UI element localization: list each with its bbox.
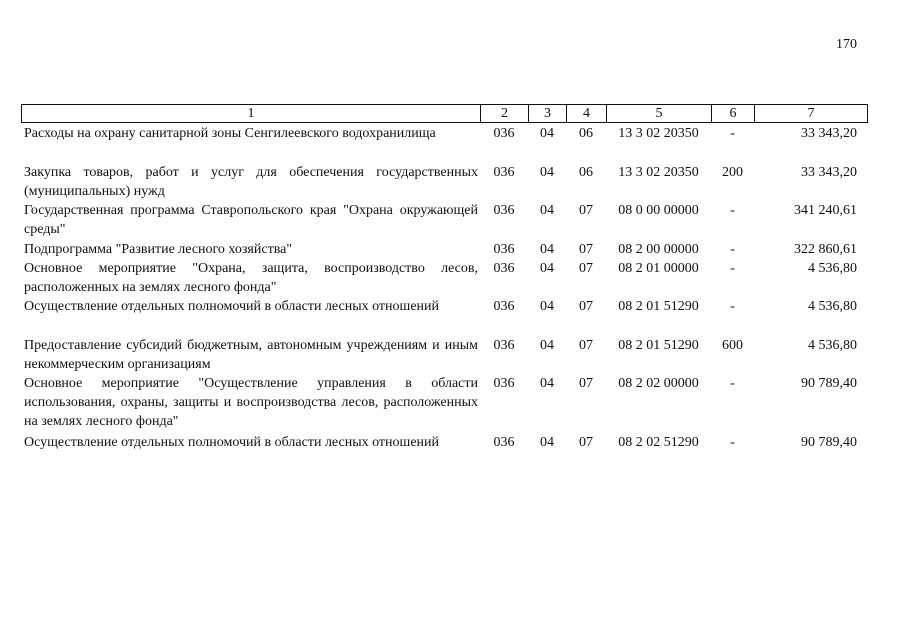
- row-rz: 04: [540, 242, 554, 257]
- row-pr: 07: [579, 261, 593, 276]
- row-rz: 04: [540, 165, 554, 180]
- row-sum: 322 860,61: [794, 242, 857, 257]
- row-pr: 07: [579, 435, 593, 450]
- header-col-3: 3: [529, 105, 567, 122]
- row-vr: -: [730, 299, 735, 314]
- header-col-6: 6: [712, 105, 755, 122]
- row-csr: 08 2 01 51290: [618, 338, 699, 353]
- row-gr: 036: [493, 435, 515, 450]
- row-sum: 90 789,40: [801, 376, 857, 391]
- row-gr: 036: [493, 165, 515, 180]
- row-name: Основное мероприятие "Осуществление управления в области использования, охраны, защиты и воспроизводства лесов, расположенных на землях лесного фонда": [24, 376, 478, 429]
- row-name: Основное мероприятие "Охрана, защита, воспроизводство лесов, расположенных на землях лесного фонда": [24, 261, 478, 295]
- row-sum: 4 536,80: [808, 338, 857, 353]
- row-pr: 07: [579, 338, 593, 353]
- row-csr: 08 2 02 51290: [618, 435, 699, 450]
- row-csr: 08 2 01 00000: [618, 261, 699, 276]
- row-vr: -: [730, 261, 735, 276]
- header-col-1: 1: [22, 105, 481, 122]
- row-sum: 4 536,80: [808, 261, 857, 276]
- row-sum: 341 240,61: [794, 203, 857, 218]
- row-gr: 036: [493, 338, 515, 353]
- row-sum: 90 789,40: [801, 435, 857, 450]
- row-name: Расходы на охрану санитарной зоны Сенгилеевского водохранилища: [24, 126, 436, 141]
- row-sum: 33 343,20: [801, 165, 857, 180]
- row-rz: 04: [540, 126, 554, 141]
- row-vr: -: [730, 203, 735, 218]
- row-gr: 036: [493, 376, 515, 391]
- row-rz: 04: [540, 261, 554, 276]
- row-csr: 13 3 02 20350: [618, 165, 699, 180]
- header-col-4: 4: [567, 105, 607, 122]
- row-name: Закупка товаров, работ и услуг для обеспечения государственных (муниципальных) нужд: [24, 165, 478, 199]
- row-rz: 04: [540, 338, 554, 353]
- row-vr: -: [730, 126, 735, 141]
- row-pr: 06: [579, 165, 593, 180]
- row-pr: 07: [579, 203, 593, 218]
- row-rz: 04: [540, 435, 554, 450]
- row-rz: 04: [540, 203, 554, 218]
- row-gr: 036: [493, 242, 515, 257]
- row-gr: 036: [493, 299, 515, 314]
- row-vr: -: [730, 435, 735, 450]
- row-vr: 200: [722, 165, 743, 180]
- row-pr: 07: [579, 242, 593, 257]
- row-gr: 036: [493, 203, 515, 218]
- row-csr: 08 2 00 00000: [618, 242, 699, 257]
- row-name: Осуществление отдельных полномочий в области лесных отношений: [24, 435, 440, 450]
- row-gr: 036: [493, 126, 515, 141]
- row-vr: -: [730, 242, 735, 257]
- row-name: Осуществление отдельных полномочий в области лесных отношений: [24, 299, 440, 314]
- row-gr: 036: [493, 261, 515, 276]
- header-col-5: 5: [607, 105, 712, 122]
- table-header: [21, 104, 868, 123]
- row-vr: 600: [722, 338, 743, 353]
- row-rz: 04: [540, 376, 554, 391]
- header-col-7: 7: [807, 106, 815, 121]
- page-number: 170: [836, 37, 857, 52]
- row-rz: 04: [540, 299, 554, 314]
- row-pr: 06: [579, 126, 593, 141]
- row-csr: 08 2 02 00000: [618, 376, 699, 391]
- row-name: Подпрограмма "Развитие лесного хозяйства": [24, 242, 293, 257]
- row-name: Предоставление субсидий бюджетным, автономным учреждениям и иным некоммерческим организациям: [24, 338, 478, 372]
- row-csr: 08 0 00 00000: [618, 203, 699, 218]
- row-csr: 13 3 02 20350: [618, 126, 699, 141]
- header-col-2: 2: [481, 105, 529, 122]
- row-vr: -: [730, 376, 735, 391]
- row-csr: 08 2 01 51290: [618, 299, 699, 314]
- row-pr: 07: [579, 376, 593, 391]
- row-sum: 4 536,80: [808, 299, 857, 314]
- row-name: Государственная программа Ставропольского края "Охрана окружающей среды": [24, 203, 478, 237]
- row-sum: 33 343,20: [801, 126, 857, 141]
- row-pr: 07: [579, 299, 593, 314]
